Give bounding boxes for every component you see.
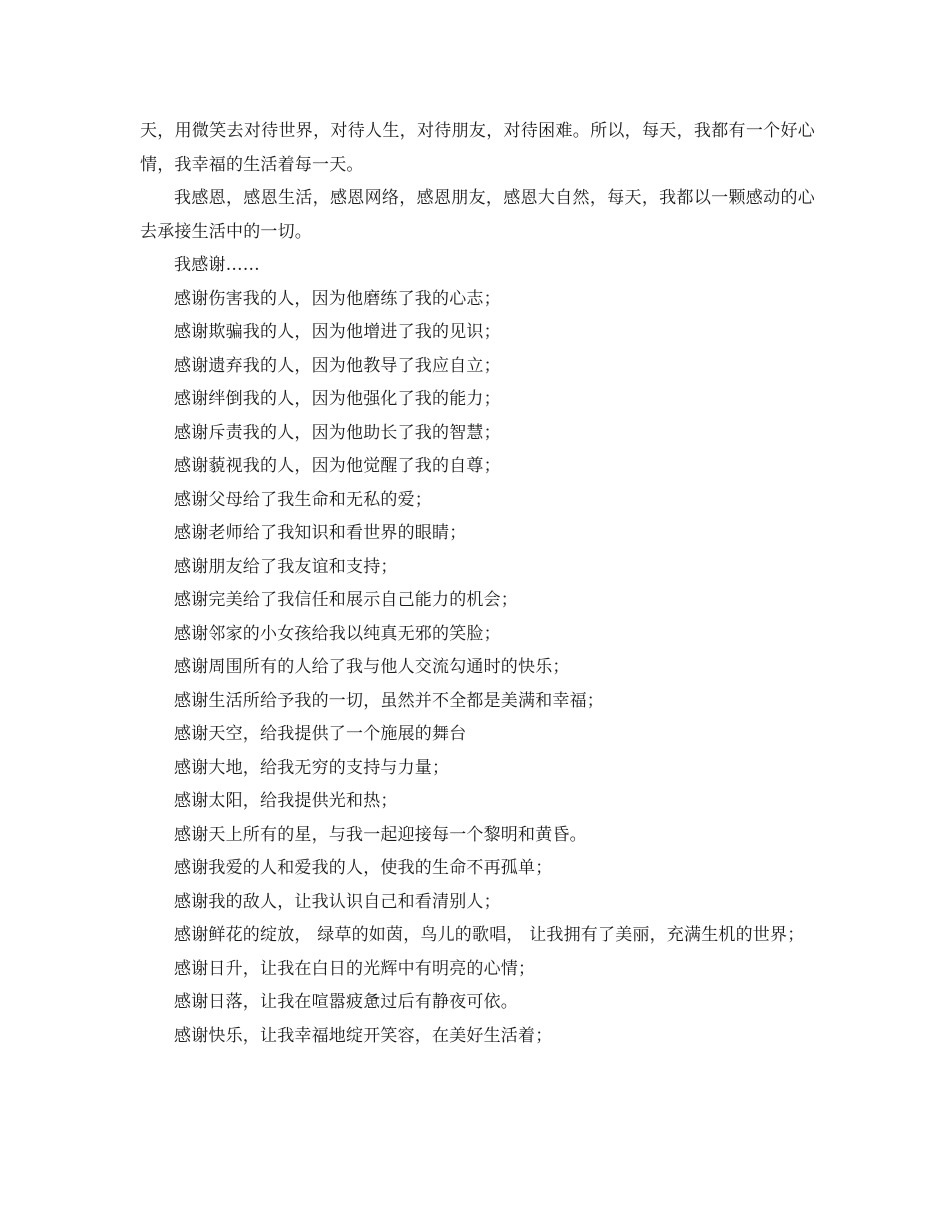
paragraph: 感谢邻家的小女孩给我以纯真无邪的笑脸； [174,623,501,644]
paragraph: 感谢日升，让我在白日的光辉中有明亮的心情； [174,958,536,979]
paragraph: 感谢我的敌人，让我认识自己和看清别人； [174,891,501,912]
paragraph: 我感谢…… [174,255,260,275]
paragraph: 感谢欺骗我的人，因为他增进了我的见识； [174,322,501,342]
paragraph: 感谢藐视我的人，因为他觉醒了我的自尊； [174,456,501,476]
paragraph: 感谢斥责我的人，因为他助长了我的智慧； [174,422,501,443]
paragraph: 天，用微笑去对待世界，对待人生，对待朋友，对待困难。所以，每天，我都有一个好心情，我幸福的生活着每一天。 [140,121,815,175]
paragraph: 感谢伤害我的人，因为他磨练了我的心志； [174,288,501,309]
paragraph: 我感恩，感恩生活，感恩网络，感恩朋友，感恩大自然，每天，我都以一颗感动的心去承接生活中的一切。 [140,188,815,242]
paragraph: 感谢遗弃我的人，因为他教导了我应自立； [174,355,501,376]
paragraph: 感谢我爱的人和爱我的人，使我的生命不再孤单； [174,858,553,878]
paragraph: 感谢大地，给我无穷的支持与力量； [174,757,450,778]
paragraph: 感谢绊倒我的人，因为他强化了我的能力； [174,389,501,409]
paragraph: 感谢天空，给我提供了一个施展的舞台 [174,724,467,744]
paragraph: 感谢快乐，让我幸福地绽开笑容，在美好生活着； [174,1025,553,1046]
paragraph: 感谢鲜花的绽放， 绿草的如茵，鸟儿的歌唱， 让我拥有了美丽，充满生机的世界； [174,925,805,945]
document-body [140,115,815,1053]
paragraph: 感谢生活所给予我的一切，虽然并不全都是美满和幸福； [174,690,604,711]
paragraph: 感谢周围所有的人给了我与他人交流勾通时的快乐； [174,657,570,677]
paragraph: 感谢父母给了我生命和无私的爱； [174,489,432,510]
paragraph: 感谢老师给了我知识和看世界的眼睛； [174,523,467,543]
paragraph: 感谢朋友给了我友谊和支持； [174,556,398,577]
paragraph: 感谢太阳，给我提供光和热； [174,791,398,811]
paragraph: 感谢完美给了我信任和展示自己能力的机会； [174,590,518,610]
paragraph: 感谢天上所有的星，与我一起迎接每一个黎明和黄昏。 [174,824,587,845]
paragraph: 感谢日落，让我在喧嚣疲惫过后有静夜可依。 [174,992,518,1012]
